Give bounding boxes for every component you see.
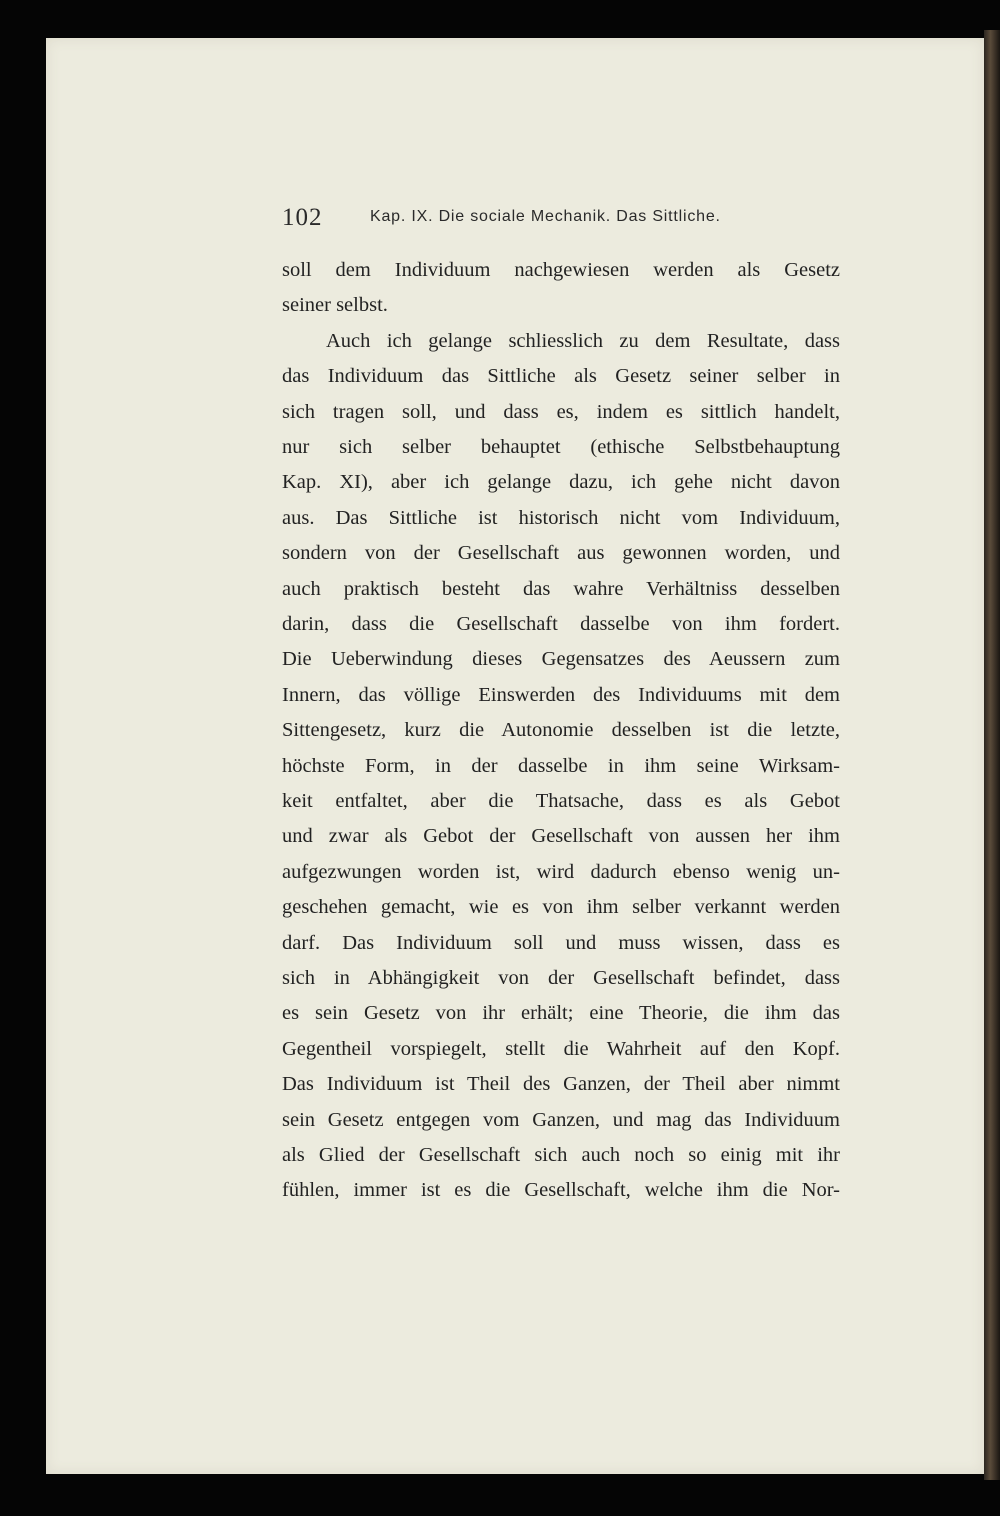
text-line: Das Individuum ist Theil des Ganzen, der Theil aber nimmt — [282, 1073, 840, 1095]
text-line: darin, dass die Gesellschaft dasselbe von ihm fordert. — [282, 613, 840, 635]
text-line: Gegentheil vorspiegelt, stellt die Wahrheit auf den Kopf. — [282, 1038, 840, 1060]
text-line: Auch ich gelange schliesslich zu dem Resultate, dass — [326, 330, 840, 352]
text-line: sich in Abhängigkeit von der Gesellschaft befindet, dass — [282, 967, 840, 989]
text-line: und zwar als Gebot der Gesellschaft von aussen her ihm — [282, 825, 840, 847]
text-line: als Glied der Gesellschaft sich auch noch so einig mit ihr — [282, 1144, 840, 1166]
text-line: Innern, das völlige Einswerden des Individuums mit dem — [282, 684, 840, 706]
book-edge — [984, 30, 1000, 1480]
page-number: 102 — [282, 204, 323, 231]
text-line: geschehen gemacht, wie es von ihm selber verkannt werden — [282, 896, 840, 918]
text-line: seiner selbst. — [282, 294, 388, 316]
text-line: auch praktisch besteht das wahre Verhältniss desselben — [282, 578, 840, 600]
text-line: Sittengesetz, kurz die Autonomie desselben ist die letzte, — [282, 719, 840, 741]
text-line: sondern von der Gesellschaft aus gewonnen worden, und — [282, 542, 840, 564]
text-line: Kap. XI), aber ich gelange dazu, ich gehe nicht davon — [282, 471, 840, 493]
text-line: darf. Das Individuum soll und muss wissen, dass es — [282, 932, 840, 954]
text-line: aufgezwungen worden ist, wird dadurch ebenso wenig un- — [282, 861, 840, 883]
text-line: fühlen, immer ist es die Gesellschaft, welche ihm die Nor- — [282, 1179, 840, 1201]
text-line: höchste Form, in der dasselbe in ihm seine Wirksam- — [282, 755, 840, 777]
text-line: soll dem Individuum nachgewiesen werden als Gesetz — [282, 259, 840, 281]
text-line: nur sich selber behauptet (ethische Selbstbehauptung — [282, 436, 840, 458]
text-line: Die Ueberwindung dieses Gegensatzes des Aeussern zum — [282, 648, 840, 670]
text-line: aus. Das Sittliche ist historisch nicht vom Individuum, — [282, 507, 840, 529]
page-header — [282, 204, 842, 240]
text-line: das Individuum das Sittliche als Gesetz seiner selber in — [282, 365, 840, 387]
text-line: keit entfaltet, aber die Thatsache, dass es als Gebot — [282, 790, 840, 812]
running-head: Kap. IX. Die sociale Mechanik. Das Sittliche. — [370, 208, 721, 225]
text-line: es sein Gesetz von ihr erhält; eine Theorie, die ihm das — [282, 1002, 840, 1024]
text-line: sein Gesetz entgegen vom Ganzen, und mag das Individuum — [282, 1109, 840, 1131]
text-line: sich tragen soll, und dass es, indem es sittlich handelt, — [282, 401, 840, 423]
